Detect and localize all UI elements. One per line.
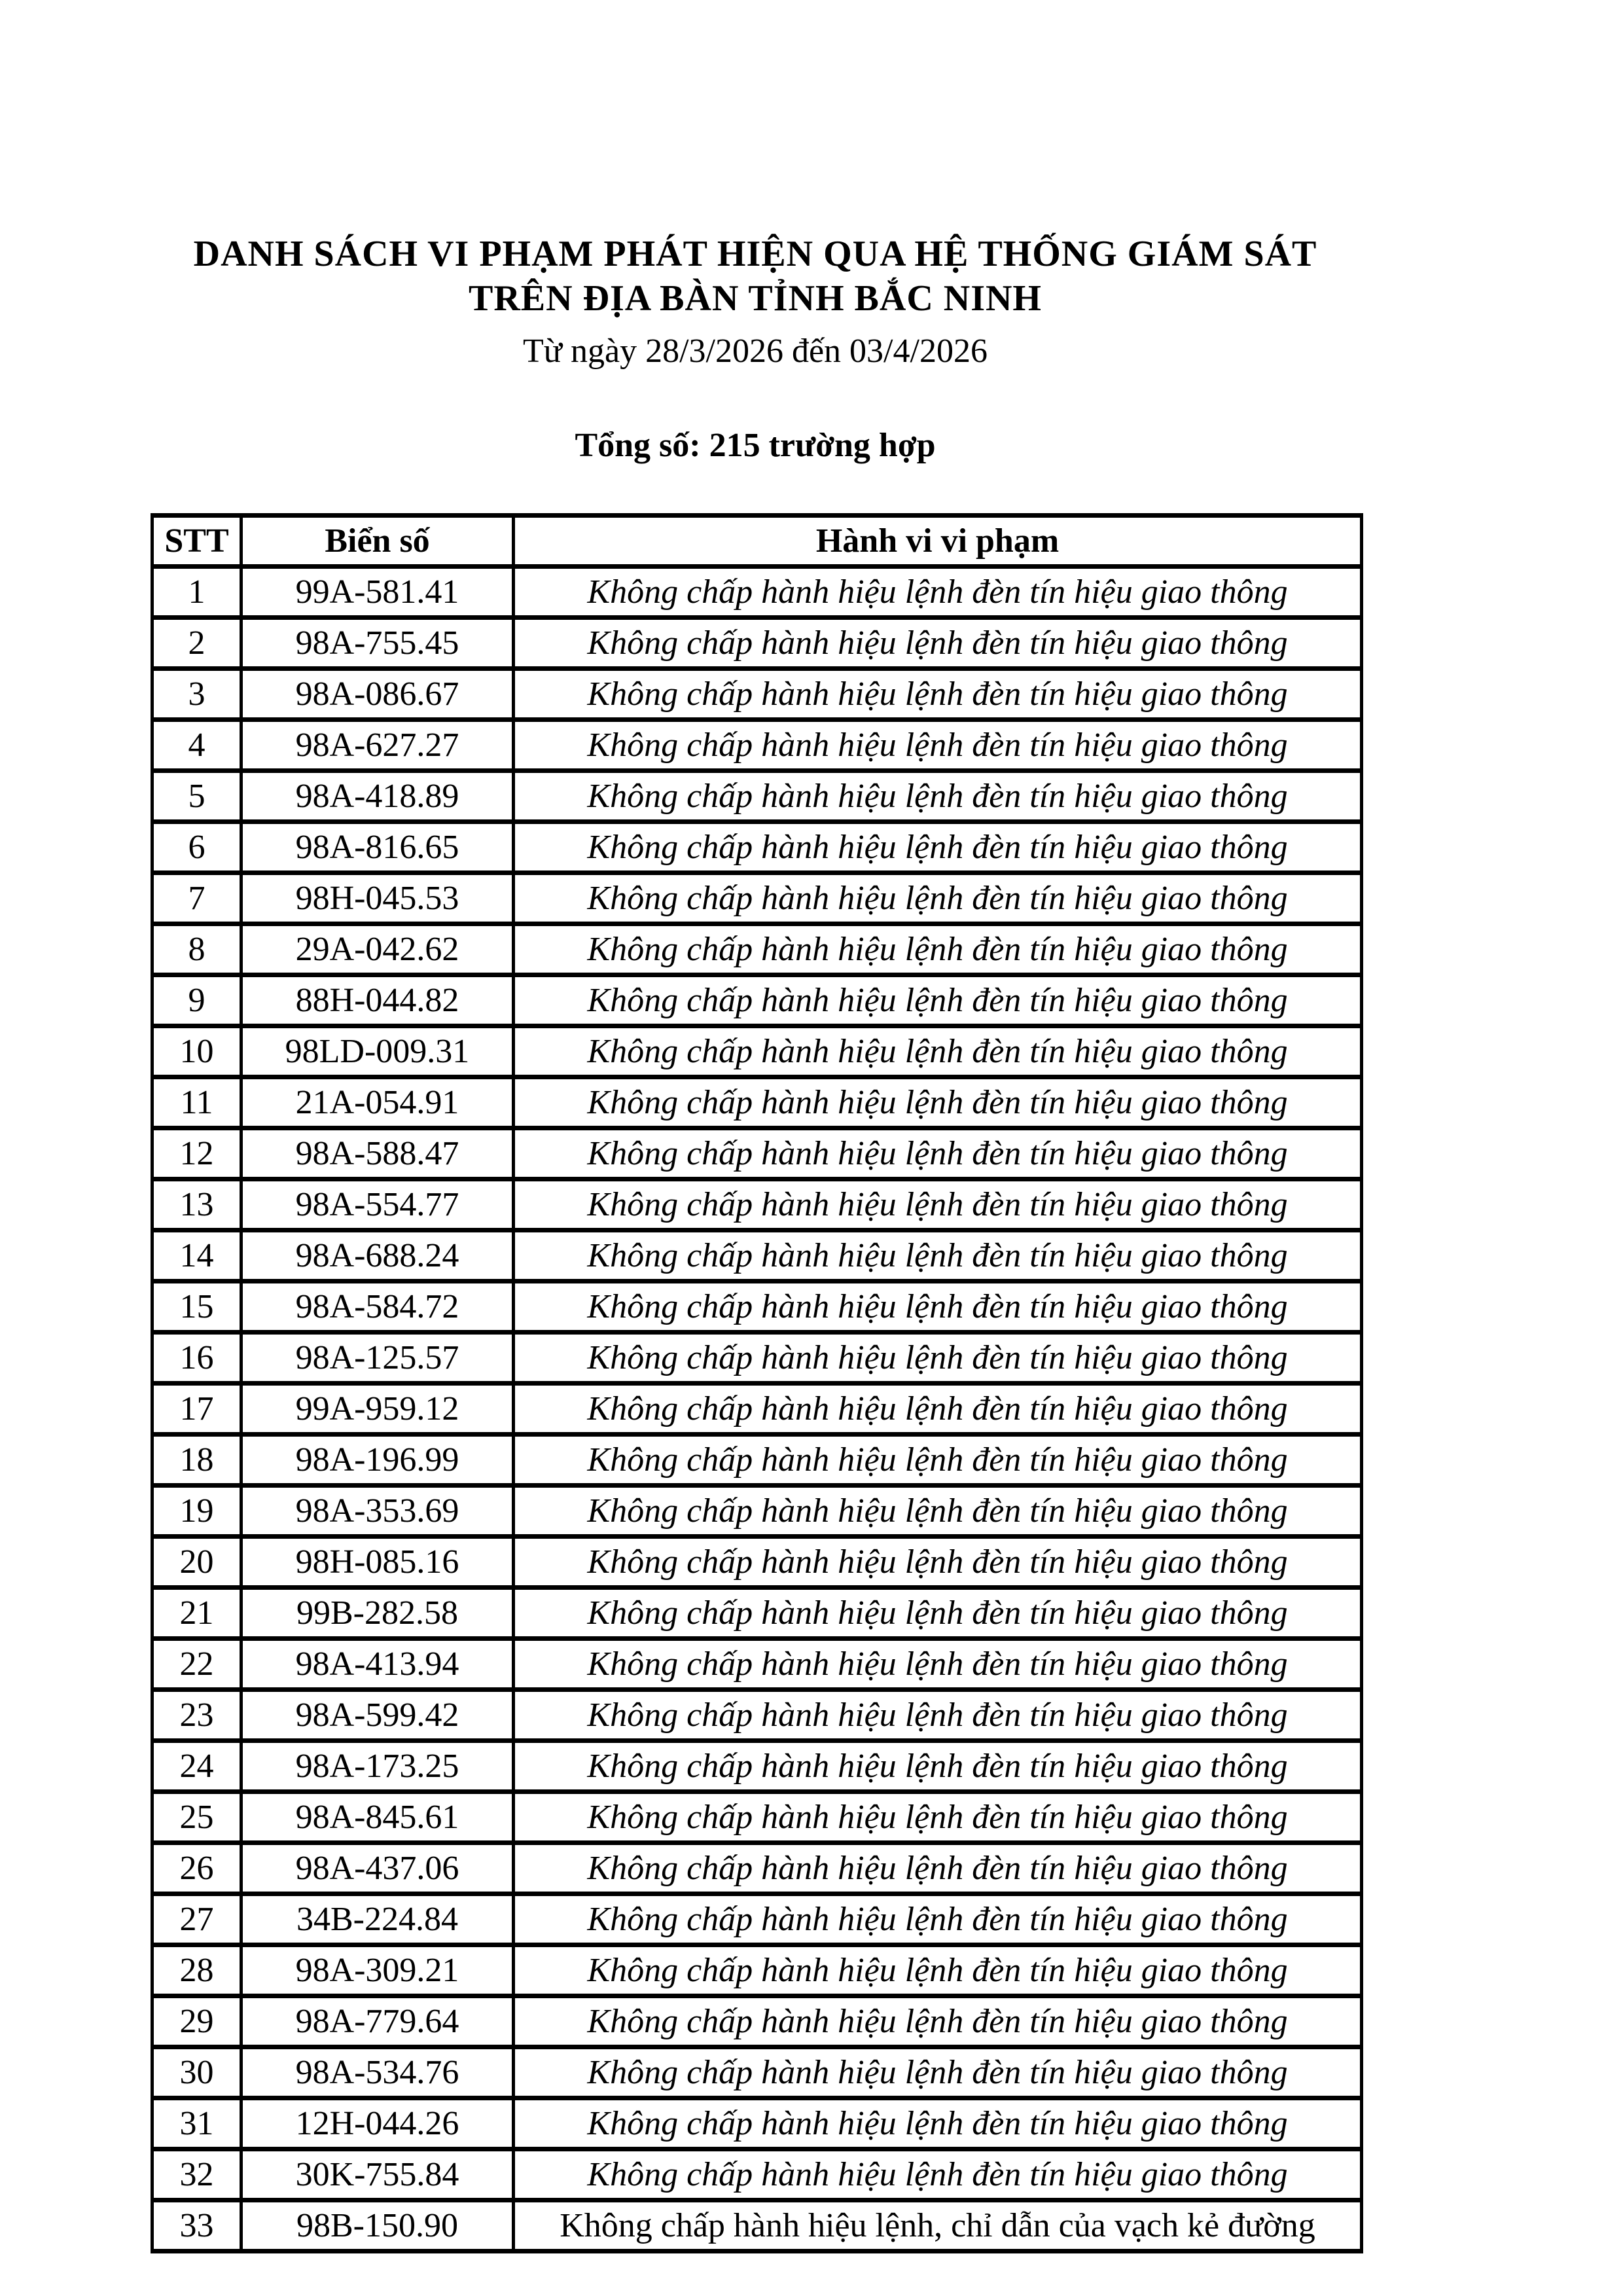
- violation-text: Không chấp hành hiệu lệnh đèn tín hiệu giao thông: [514, 567, 1362, 618]
- license-plate: 30K-755.84: [241, 2149, 514, 2200]
- license-plate: 98A-353.69: [241, 1486, 514, 1537]
- violation-text: Không chấp hành hiệu lệnh đèn tín hiệu giao thông: [514, 1486, 1362, 1537]
- table-row: [152, 2149, 1362, 2200]
- table-row: [152, 669, 1362, 720]
- row-index: 25: [152, 1792, 241, 1843]
- violations-table: [151, 513, 1363, 2253]
- row-index: 2: [152, 618, 241, 669]
- violation-text: Không chấp hành hiệu lệnh đèn tín hiệu giao thông: [514, 1741, 1362, 1792]
- row-index: 32: [152, 2149, 241, 2200]
- license-plate: 98A-584.72: [241, 1282, 514, 1333]
- license-plate: 98A-599.42: [241, 1690, 514, 1741]
- row-index: 8: [152, 924, 241, 975]
- row-index: 16: [152, 1333, 241, 1384]
- row-index: 3: [152, 669, 241, 720]
- table-row: [152, 1588, 1362, 1639]
- row-index: 14: [152, 1230, 241, 1282]
- violation-text: Không chấp hành hiệu lệnh đèn tín hiệu giao thông: [514, 1435, 1362, 1486]
- violation-text: Không chấp hành hiệu lệnh đèn tín hiệu giao thông: [514, 1537, 1362, 1588]
- table-row: [152, 2047, 1362, 2098]
- license-plate: 99A-581.41: [241, 567, 514, 618]
- violation-text: Không chấp hành hiệu lệnh đèn tín hiệu giao thông: [514, 1128, 1362, 1179]
- table-row: [152, 1384, 1362, 1435]
- license-plate: 98LD-009.31: [241, 1026, 514, 1077]
- violation-text: Không chấp hành hiệu lệnh đèn tín hiệu giao thông: [514, 1077, 1362, 1128]
- table-row: [152, 822, 1362, 873]
- table-row: [152, 873, 1362, 924]
- violation-text: Không chấp hành hiệu lệnh đèn tín hiệu giao thông: [514, 1996, 1362, 2047]
- table-row: [152, 1996, 1362, 2047]
- license-plate: 98A-755.45: [241, 618, 514, 669]
- license-plate: 98A-125.57: [241, 1333, 514, 1384]
- table-row: [152, 2098, 1362, 2149]
- license-plate: 88H-044.82: [241, 975, 514, 1026]
- table-row: [152, 1230, 1362, 1282]
- row-index: 17: [152, 1384, 241, 1435]
- row-index: 11: [152, 1077, 241, 1128]
- violation-text: Không chấp hành hiệu lệnh đèn tín hiệu giao thông: [514, 618, 1362, 669]
- license-plate: 98A-779.64: [241, 1996, 514, 2047]
- violation-text: Không chấp hành hiệu lệnh đèn tín hiệu giao thông: [514, 1843, 1362, 1894]
- row-index: 12: [152, 1128, 241, 1179]
- table-row: [152, 618, 1362, 669]
- license-plate: 98A-816.65: [241, 822, 514, 873]
- license-plate: 29A-042.62: [241, 924, 514, 975]
- table-row: [152, 1639, 1362, 1690]
- column-header-stt: STT: [152, 516, 241, 567]
- row-index: 6: [152, 822, 241, 873]
- table-row: [152, 1333, 1362, 1384]
- table-row: [152, 1537, 1362, 1588]
- license-plate: 98A-588.47: [241, 1128, 514, 1179]
- violation-text: Không chấp hành hiệu lệnh đèn tín hiệu giao thông: [514, 975, 1362, 1026]
- license-plate: 98A-554.77: [241, 1179, 514, 1230]
- license-plate: 98A-413.94: [241, 1639, 514, 1690]
- table-row: [152, 924, 1362, 975]
- violation-text: Không chấp hành hiệu lệnh đèn tín hiệu giao thông: [514, 1894, 1362, 1945]
- row-index: 20: [152, 1537, 241, 1588]
- license-plate: 98A-196.99: [241, 1435, 514, 1486]
- table-row: [152, 720, 1362, 771]
- table-header-row: [152, 516, 1362, 567]
- table-row: [152, 2200, 1362, 2251]
- license-plate: 98B-150.90: [241, 2200, 514, 2251]
- table-row: [152, 1435, 1362, 1486]
- violation-text: Không chấp hành hiệu lệnh đèn tín hiệu giao thông: [514, 1690, 1362, 1741]
- violation-text: Không chấp hành hiệu lệnh đèn tín hiệu giao thông: [514, 822, 1362, 873]
- license-plate: 98A-845.61: [241, 1792, 514, 1843]
- document-title-line1: DANH SÁCH VI PHẠM PHÁT HIỆN QUA HỆ THỐNG GIÁM SÁT: [193, 234, 1317, 274]
- table-row: [152, 567, 1362, 618]
- date-range: Từ ngày 28/3/2026 đến 03/4/2026: [523, 332, 988, 370]
- document-content: [151, 0, 1360, 2253]
- row-index: 10: [152, 1026, 241, 1077]
- violation-text: Không chấp hành hiệu lệnh đèn tín hiệu giao thông: [514, 1230, 1362, 1282]
- license-plate: 98H-045.53: [241, 873, 514, 924]
- license-plate: 98A-627.27: [241, 720, 514, 771]
- table-row: [152, 1690, 1362, 1741]
- violation-text: Không chấp hành hiệu lệnh đèn tín hiệu giao thông: [514, 1945, 1362, 1996]
- table-row: [152, 1128, 1362, 1179]
- row-index: 21: [152, 1588, 241, 1639]
- row-index: 31: [152, 2098, 241, 2149]
- table-body: [152, 567, 1362, 2251]
- table-row: [152, 1179, 1362, 1230]
- license-plate: 21A-054.91: [241, 1077, 514, 1128]
- violation-text: Không chấp hành hiệu lệnh đèn tín hiệu giao thông: [514, 771, 1362, 822]
- table-row: [152, 975, 1362, 1026]
- row-index: 26: [152, 1843, 241, 1894]
- row-index: 29: [152, 1996, 241, 2047]
- violation-text: Không chấp hành hiệu lệnh đèn tín hiệu giao thông: [514, 1639, 1362, 1690]
- table-row: [152, 1843, 1362, 1894]
- column-header-violation: Hành vi vi phạm: [514, 516, 1362, 567]
- violation-text: Không chấp hành hiệu lệnh đèn tín hiệu giao thông: [514, 873, 1362, 924]
- row-index: 19: [152, 1486, 241, 1537]
- license-plate: 12H-044.26: [241, 2098, 514, 2149]
- license-plate: 98A-173.25: [241, 1741, 514, 1792]
- violation-text: Không chấp hành hiệu lệnh đèn tín hiệu giao thông: [514, 1282, 1362, 1333]
- row-index: 13: [152, 1179, 241, 1230]
- row-index: 1: [152, 567, 241, 618]
- row-index: 33: [152, 2200, 241, 2251]
- violation-text: Không chấp hành hiệu lệnh đèn tín hiệu giao thông: [514, 1026, 1362, 1077]
- violation-text: Không chấp hành hiệu lệnh đèn tín hiệu giao thông: [514, 2047, 1362, 2098]
- table-row: [152, 1741, 1362, 1792]
- violation-text: Không chấp hành hiệu lệnh đèn tín hiệu giao thông: [514, 669, 1362, 720]
- violation-text: Không chấp hành hiệu lệnh đèn tín hiệu giao thông: [514, 1384, 1362, 1435]
- violation-text: Không chấp hành hiệu lệnh đèn tín hiệu giao thông: [514, 1588, 1362, 1639]
- table-row: [152, 1486, 1362, 1537]
- row-index: 7: [152, 873, 241, 924]
- violation-text: Không chấp hành hiệu lệnh đèn tín hiệu giao thông: [514, 924, 1362, 975]
- violation-text: Không chấp hành hiệu lệnh đèn tín hiệu giao thông: [514, 1179, 1362, 1230]
- license-plate: 98A-534.76: [241, 2047, 514, 2098]
- column-header-plate: Biển số: [241, 516, 514, 567]
- row-index: 18: [152, 1435, 241, 1486]
- violation-text: Không chấp hành hiệu lệnh đèn tín hiệu giao thông: [514, 2149, 1362, 2200]
- table-row: [152, 771, 1362, 822]
- row-index: 28: [152, 1945, 241, 1996]
- row-index: 30: [152, 2047, 241, 2098]
- violation-text: Không chấp hành hiệu lệnh đèn tín hiệu giao thông: [514, 1333, 1362, 1384]
- document-title-line2: TRÊN ĐỊA BÀN TỈNH BẮC NINH: [468, 278, 1042, 319]
- violation-text: Không chấp hành hiệu lệnh đèn tín hiệu giao thông: [514, 1792, 1362, 1843]
- row-index: 15: [152, 1282, 241, 1333]
- total-count: Tổng số: 215 trường hợp: [575, 427, 936, 464]
- license-plate: 98H-085.16: [241, 1537, 514, 1588]
- table-row: [152, 1077, 1362, 1128]
- table-row: [152, 1026, 1362, 1077]
- license-plate: 98A-309.21: [241, 1945, 514, 1996]
- license-plate: 98A-688.24: [241, 1230, 514, 1282]
- table-row: [152, 1894, 1362, 1945]
- row-index: 24: [152, 1741, 241, 1792]
- license-plate: 98A-437.06: [241, 1843, 514, 1894]
- row-index: 23: [152, 1690, 241, 1741]
- table-row: [152, 1282, 1362, 1333]
- violation-text: Không chấp hành hiệu lệnh đèn tín hiệu giao thông: [514, 2098, 1362, 2149]
- table-row: [152, 1792, 1362, 1843]
- row-index: 27: [152, 1894, 241, 1945]
- table-row: [152, 1945, 1362, 1996]
- row-index: 5: [152, 771, 241, 822]
- license-plate: 34B-224.84: [241, 1894, 514, 1945]
- license-plate: 98A-418.89: [241, 771, 514, 822]
- license-plate: 98A-086.67: [241, 669, 514, 720]
- violation-text: Không chấp hành hiệu lệnh, chỉ dẫn của vạch kẻ đường: [514, 2200, 1362, 2251]
- row-index: 4: [152, 720, 241, 771]
- row-index: 22: [152, 1639, 241, 1690]
- license-plate: 99B-282.58: [241, 1588, 514, 1639]
- license-plate: 99A-959.12: [241, 1384, 514, 1435]
- row-index: 9: [152, 975, 241, 1026]
- violation-text: Không chấp hành hiệu lệnh đèn tín hiệu giao thông: [514, 720, 1362, 771]
